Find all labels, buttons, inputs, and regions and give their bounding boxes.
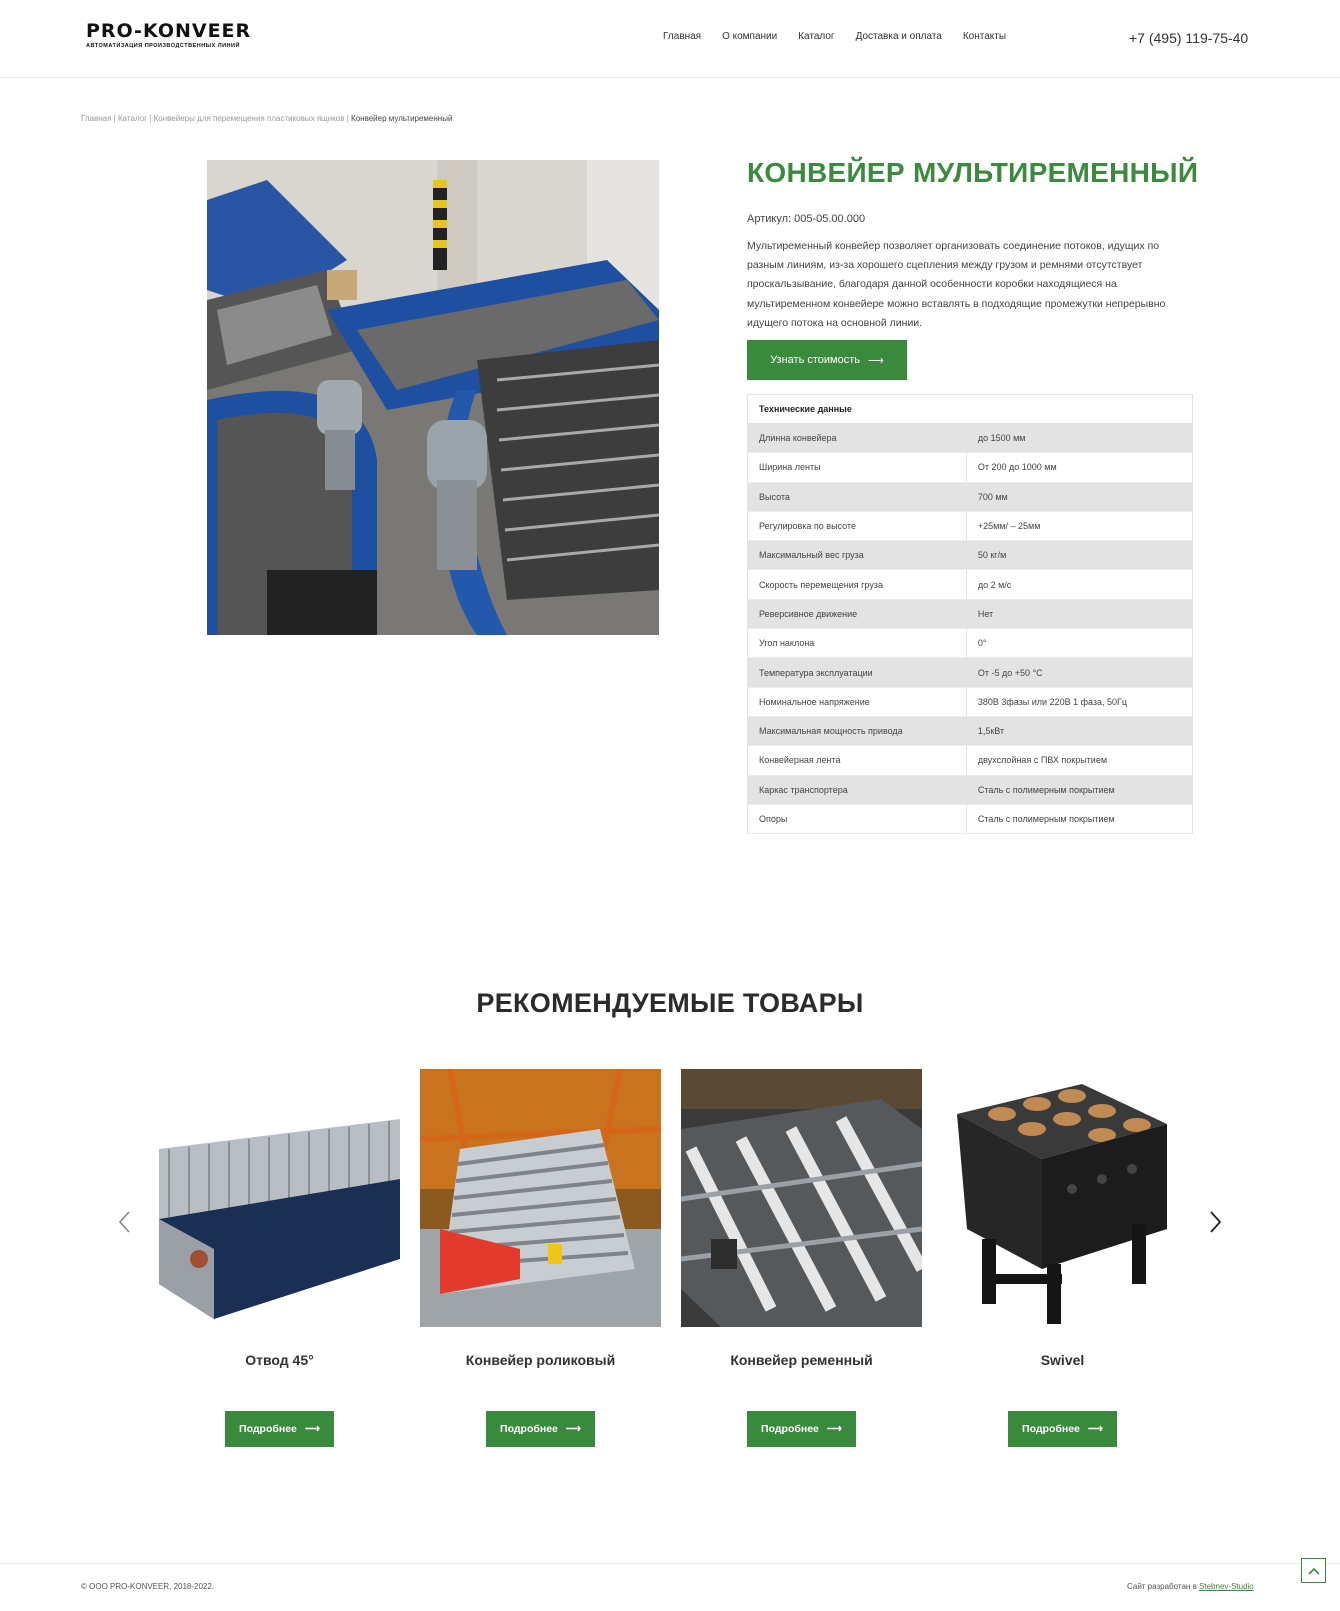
developer-link[interactable]: Stebnev-Studio	[1199, 1582, 1254, 1591]
product-card	[420, 1069, 661, 1447]
spec-name: Каркас транспортера	[748, 775, 967, 804]
breadcrumb-current: Конвейер мультиременный	[351, 114, 453, 123]
spec-value: Сталь с полимерным покрытием	[966, 775, 1192, 804]
breadcrumb-separator: |	[111, 114, 118, 123]
details-button[interactable]	[1008, 1411, 1117, 1447]
details-label: Подробнее	[1022, 1423, 1080, 1435]
spec-name: Максимальный вес груза	[748, 541, 967, 570]
product-card-image[interactable]	[681, 1069, 922, 1327]
breadcrumb-catalog[interactable]: Каталог	[117, 114, 148, 123]
logo-title: PRO-KONVEER	[86, 20, 252, 42]
developer-credit	[1127, 1582, 1254, 1591]
specs-body	[748, 424, 1193, 834]
breadcrumb-category[interactable]: Конвейеры для перемещения пластиковых ящиков	[153, 114, 345, 123]
arrow-right-icon: ⟶	[826, 1423, 842, 1435]
phone-number[interactable]: +7 (495) 119-75-40	[1129, 30, 1249, 46]
details-label: Подробнее	[500, 1423, 558, 1435]
arrow-right-icon: ⟶	[565, 1423, 581, 1435]
spec-row	[748, 687, 1193, 716]
spec-name: Скорость перемещения груза	[748, 570, 967, 599]
spec-name: Максимальная мощность привода	[748, 716, 967, 745]
main-nav	[663, 31, 1006, 42]
details-label: Подробнее	[239, 1423, 297, 1435]
details-button[interactable]	[225, 1411, 334, 1447]
spec-row	[748, 629, 1193, 658]
spec-value: +25мм/ – 25мм	[966, 511, 1192, 540]
specs-table	[747, 394, 1193, 834]
product-card-name[interactable]: Swivel	[1040, 1352, 1085, 1368]
spec-value: до 2 м/с	[966, 570, 1192, 599]
product-card-name[interactable]: Конвейер роликовый	[465, 1352, 616, 1368]
breadcrumb-separator: |	[344, 114, 352, 123]
spec-name: Длинна конвейера	[748, 424, 967, 453]
swivel-module-illustration	[942, 1069, 1183, 1327]
breadcrumb	[81, 114, 452, 123]
spec-row	[748, 511, 1193, 540]
product-card	[681, 1069, 922, 1447]
spec-name: Номинальное напряжение	[748, 687, 967, 716]
nav-contacts[interactable]: Контакты	[962, 31, 1007, 42]
product-description: Мультиременный конвейер позволяет организовать соединение потоков, идущих по разным линиям, из-за хорошего сцепления между грузом и ремнями отсутствует проскальзывание, благодаря данной особенности коробки находящиеся на мультиременном конвейере можно вставлять в подходящие промежутки непрерывно идущего потока на основной линии.	[747, 240, 1166, 329]
arrow-right-icon: ⟶	[868, 354, 884, 367]
product-title: КОНВЕЙЕР МУЛЬТИРЕМЕННЫЙ	[747, 157, 1199, 188]
get-price-label: Узнать стоимость	[770, 354, 861, 366]
details-button[interactable]	[486, 1411, 595, 1447]
chevron-right-icon	[1205, 1208, 1225, 1236]
details-label: Подробнее	[761, 1423, 819, 1435]
developer-prefix: Сайт разработан в	[1127, 1582, 1200, 1591]
spec-row	[748, 804, 1193, 833]
spec-name: Опоры	[748, 804, 967, 833]
spec-value: 700 мм	[966, 482, 1192, 511]
breadcrumb-home[interactable]: Главная	[81, 114, 112, 123]
spec-value: Сталь с полимерным покрытием	[966, 804, 1192, 833]
product-photo[interactable]	[207, 160, 659, 635]
nav-catalog[interactable]: Каталог	[798, 31, 835, 42]
spec-row	[748, 570, 1193, 599]
details-button[interactable]	[747, 1411, 856, 1447]
spec-value: От -5 до +50 °С	[966, 658, 1192, 687]
spec-name: Температура эксплуатации	[748, 658, 967, 687]
arrow-right-icon: ⟶	[1087, 1423, 1103, 1435]
nav-about[interactable]: О компании	[722, 31, 778, 42]
logo-subtitle: АВТОМАТИЗАЦИЯ ПРОИЗВОДСТВЕННЫХ ЛИНИЙ	[86, 43, 240, 49]
nav-home[interactable]: Главная	[663, 31, 702, 42]
nav-delivery[interactable]: Доставка и оплата	[855, 31, 942, 42]
carousel-next-button[interactable]	[1205, 1208, 1225, 1236]
spec-row	[748, 716, 1193, 745]
spec-name: Высота	[748, 482, 967, 511]
spec-value: От 200 до 1000 мм	[966, 453, 1192, 482]
product-card-image[interactable]	[942, 1069, 1183, 1327]
spec-row	[748, 599, 1193, 628]
product-card-name[interactable]: Отвод 45°	[245, 1352, 314, 1368]
spec-row	[748, 541, 1193, 570]
product-article: Артикул: 005-05.00.000	[747, 213, 866, 225]
scroll-to-top-button[interactable]	[1301, 1558, 1326, 1583]
spec-value: 380В 3фазы или 220В 1 фаза, 50Гц	[966, 687, 1192, 716]
spec-row	[748, 424, 1193, 453]
spec-row	[748, 775, 1193, 804]
spec-name: Угол наклона	[748, 629, 967, 658]
spec-name: Ширина ленты	[748, 453, 967, 482]
footer-divider	[0, 1563, 1340, 1564]
breadcrumb-separator: |	[147, 114, 154, 123]
spec-value: 50 кг/м	[966, 541, 1192, 570]
logo[interactable]	[86, 20, 251, 49]
product-photo-illustration	[207, 160, 659, 635]
product-card-image[interactable]	[420, 1069, 661, 1327]
product-card-image[interactable]	[159, 1069, 400, 1327]
spec-name: Реверсивное движение	[748, 599, 967, 628]
roller-conveyor-illustration	[420, 1069, 661, 1327]
spec-row	[748, 658, 1193, 687]
product-card	[159, 1069, 400, 1447]
get-price-button[interactable]	[747, 340, 907, 380]
chevron-up-icon	[1307, 1566, 1321, 1576]
product-card	[942, 1069, 1183, 1447]
roller-conveyor-45-illustration	[159, 1069, 400, 1327]
spec-value: 1,5кВт	[966, 716, 1192, 745]
arrow-right-icon: ⟶	[304, 1423, 320, 1435]
spec-row	[748, 746, 1193, 775]
carousel-prev-button[interactable]	[115, 1208, 135, 1236]
spec-value: Нет	[966, 599, 1192, 628]
spec-value: до 1500 мм	[966, 424, 1192, 453]
copyright: © ООО PRO-KONVEER, 2018-2022.	[81, 1582, 215, 1591]
spec-row	[748, 482, 1193, 511]
specs-title: Технические данные	[748, 395, 1193, 424]
belt-conveyor-illustration	[681, 1069, 922, 1327]
chevron-left-icon	[115, 1208, 135, 1236]
site-header	[0, 0, 1340, 78]
spec-value: 0°	[966, 629, 1192, 658]
spec-name: Регулировка по высоте	[748, 511, 967, 540]
spec-value: двухслойная с ПВХ покрытием	[966, 746, 1192, 775]
recommended-title: РЕКОМЕНДУЕМЫЕ ТОВАРЫ	[476, 988, 864, 1018]
product-card-name[interactable]: Конвейер ременный	[730, 1352, 873, 1368]
spec-name: Конвейерная лента	[748, 746, 967, 775]
spec-row	[748, 453, 1193, 482]
